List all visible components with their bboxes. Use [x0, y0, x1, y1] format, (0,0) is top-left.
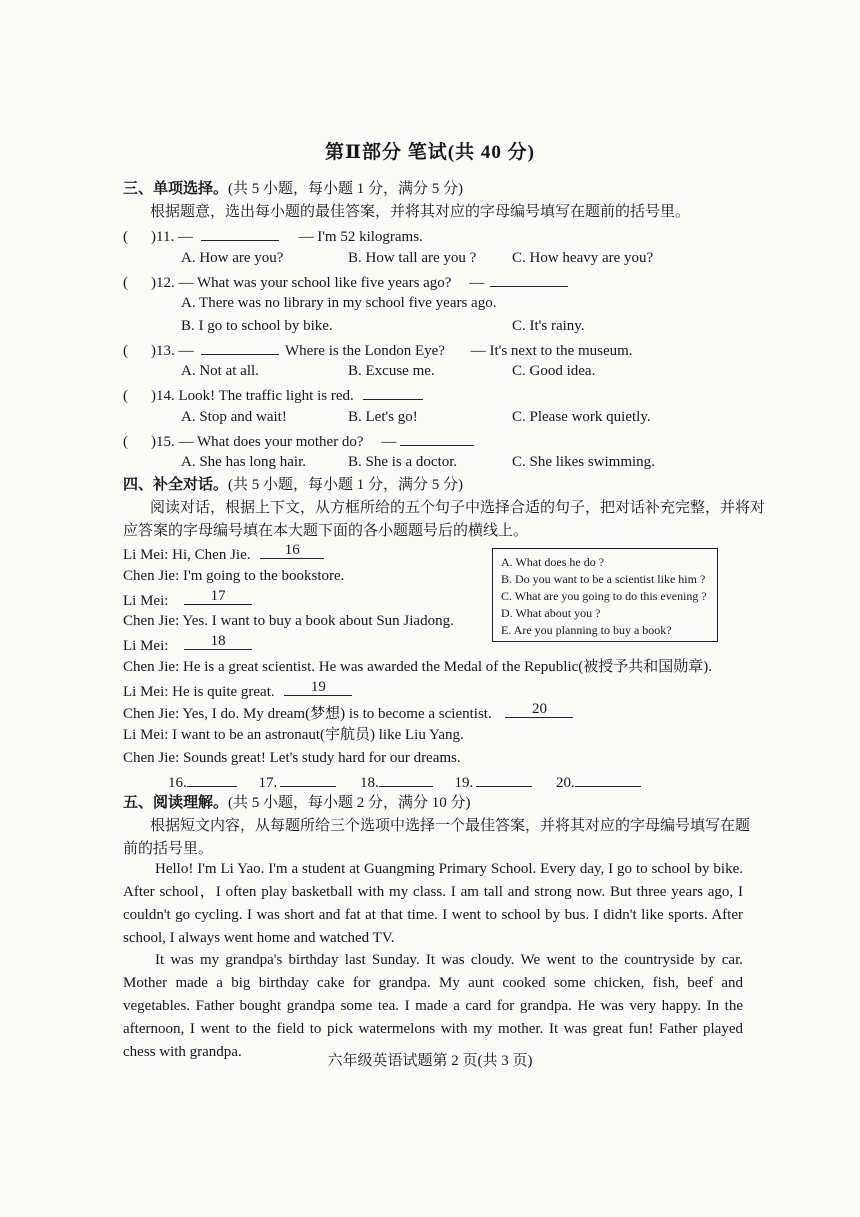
- question-tail: — It's next to the museum.: [470, 343, 633, 359]
- answer-blank[interactable]: [400, 431, 474, 446]
- option-11a: A. How are you?: [181, 250, 284, 266]
- dialogue-line: [123, 590, 252, 610]
- dialogue-blank[interactable]: [284, 681, 352, 696]
- answer-label: 19.: [454, 775, 474, 791]
- dialogue-text: Li Mei:: [123, 593, 169, 609]
- question-stem: )14. Look! The traffic light is red.: [151, 388, 354, 404]
- answer-paren: (: [123, 275, 128, 291]
- dialogue-line: Chen Jie: Sounds great! Let's study hard for our dreams.: [123, 750, 461, 766]
- page-footer: 六年级英语试题第 2 页(共 3 页): [327, 1053, 533, 1069]
- option-12a: A. There was no library in my school five years ago.: [181, 295, 497, 311]
- section-4-note: (共 5 小题，每小题 1 分，满分 5 分): [228, 477, 464, 493]
- question-mid: Where is the London Eye?: [285, 343, 445, 359]
- option-15b: B. She is a doctor.: [348, 454, 458, 470]
- section-5-instruction-2: 前的括号里。: [123, 841, 214, 857]
- dialogue-text: Li Mei: He is quite great.: [123, 684, 275, 700]
- answer-blank[interactable]: [187, 772, 237, 787]
- answer-blank[interactable]: [280, 772, 336, 787]
- question-13: [123, 340, 633, 360]
- answer-blank[interactable]: [575, 772, 641, 787]
- option-12c: C. It's rainy.: [512, 318, 585, 334]
- dialogue-line: [123, 635, 252, 655]
- dialogue-line: [123, 681, 352, 701]
- answer-label: 16.: [168, 775, 187, 791]
- section-5-title: 五、阅读理解。: [123, 795, 229, 811]
- option-12b: B. I go to school by bike.: [181, 318, 333, 334]
- dialogue-text: Li Mei: Hi, Chen Jie.: [123, 547, 251, 563]
- section-4-heading: [123, 476, 463, 494]
- answer-paren: (: [123, 229, 128, 245]
- question-12: [123, 272, 568, 292]
- dialogue-line: Chen Jie: Yes. I want to buy a book about Sun Jiadong.: [123, 613, 454, 629]
- question-stem: )13. —: [151, 343, 194, 359]
- question-stem: )11. —: [151, 229, 193, 245]
- dialogue-line: Chen Jie: He is a great scientist. He was awarded the Medal of the Republic(被授予共和国勋章).: [123, 659, 713, 675]
- option-13c: C. Good idea.: [512, 363, 596, 379]
- section-4-instruction-1: 阅读对话，根据上下文，从方框所给的五个句子中选择合适的句子，把对话补充完整，并将对: [150, 500, 766, 516]
- option-e: E. Are you planning to buy a book?: [501, 623, 672, 637]
- reading-paragraph-1: Hello! I'm Li Yao. I'm a student at Guangming Primary School. Every day, I go to school by bike. After school，I often play basketball with my class. I am tall and strong now. But three years ago, I couldn't go cycling. I was short and fat at that time. I went to school by bus. I didn't like sports. After school, I always went home and watched TV.: [123, 861, 743, 946]
- answer-blank[interactable]: [476, 772, 532, 787]
- reading-paragraph-2: It was my grandpa's birthday last Sunday. It was cloudy. We went to the countryside by car. Mother made a big birthday cake for grandpa. My aunt cooked some chicken, fish, beef and vegetables. Father bought grandpa some tea. I made a card for grandpa. He was very happy. In the afternoon, I went to the field to pick watermelons with my mother. It was great fun! Father played chess with grandpa.: [123, 952, 743, 1060]
- question-11: [123, 226, 423, 246]
- option-15a: A. She has long hair.: [181, 454, 306, 470]
- answer-blank[interactable]: [201, 226, 279, 241]
- answer-label: 17.: [258, 775, 278, 791]
- option-13b: B. Excuse me.: [348, 363, 435, 379]
- answer-label: 20.: [556, 775, 575, 791]
- question-stem: )12. — What was your school like five years ago?: [151, 275, 452, 291]
- section-5-note: (共 5 小题，每小题 2 分，满分 10 分): [228, 795, 471, 811]
- dialogue-text: Chen Jie: Yes, I do. My dream(梦想) is to become a scientist.: [123, 706, 492, 722]
- dialogue-blank[interactable]: [184, 590, 252, 605]
- question-14: [123, 385, 423, 405]
- option-11b: B. How tall are you ?: [348, 250, 477, 266]
- section-3-instruction: 根据题意，选出每小题的最佳答案，并将其对应的字母编号填写在题前的括号里。: [150, 204, 691, 220]
- option-14c: C. Please work quietly.: [512, 409, 651, 425]
- blank-number: 18: [210, 633, 226, 649]
- answer-paren: (: [123, 388, 128, 404]
- blank-number: 20: [531, 701, 547, 717]
- answer-blank[interactable]: [201, 340, 279, 355]
- section-3-note: (共 5 小题，每小题 1 分，满分 5 分): [228, 181, 464, 197]
- blank-number: 17: [210, 588, 226, 604]
- option-13a: A. Not at all.: [181, 363, 259, 379]
- dialogue-line: [123, 544, 324, 564]
- dialogue-blank[interactable]: [260, 544, 324, 559]
- option-15c: C. She likes swimming.: [512, 454, 655, 470]
- section-4-instruction-2: 应答案的字母编号填在本大题下面的各小题题号后的横线上。: [123, 523, 529, 539]
- option-14a: A. Stop and wait!: [181, 409, 287, 425]
- dialogue-line: Li Mei: I want to be an astronaut(宇航员) like Liu Yang.: [123, 727, 464, 743]
- option-b: B. Do you want to be a scientist like him ?: [501, 572, 706, 586]
- question-tail: —: [469, 275, 485, 291]
- option-11c: C. How heavy are you?: [512, 250, 654, 266]
- question-15: [123, 431, 474, 451]
- options-box: [492, 548, 718, 642]
- answer-blank[interactable]: [379, 772, 433, 787]
- answer-blank[interactable]: [490, 272, 568, 287]
- section-3-heading: [123, 180, 463, 198]
- dialogue-blank[interactable]: [505, 703, 573, 718]
- option-d: D. What about you ?: [501, 606, 601, 620]
- blank-number: 19: [310, 679, 326, 695]
- answer-row: [168, 772, 641, 792]
- answer-blank[interactable]: [363, 385, 423, 400]
- section-3-title: 三、单项选择。: [123, 181, 229, 197]
- page-title: 第Ⅱ部分 笔试(共 40 分): [325, 142, 535, 163]
- answer-label: 18.: [360, 775, 379, 791]
- question-tail: — I'm 52 kilograms.: [298, 229, 423, 245]
- section-5-instruction-1: 根据短文内容，从每题所给三个选项中选择一个最佳答案，并将其对应的字母编号填写在题: [150, 818, 751, 834]
- option-a: A. What does he do ?: [501, 555, 605, 569]
- dialogue-blank[interactable]: [184, 635, 252, 650]
- section-5-heading: [123, 794, 471, 812]
- answer-paren: (: [123, 434, 128, 450]
- section-4-title: 四、补全对话。: [123, 477, 229, 493]
- dialogue-text: Li Mei:: [123, 638, 169, 654]
- option-c: C. What are you going to do this evening ?: [501, 589, 707, 603]
- question-tail: —: [381, 434, 397, 450]
- dialogue-line: Chen Jie: I'm going to the bookstore.: [123, 568, 345, 584]
- option-14b: B. Let's go!: [348, 409, 418, 425]
- dialogue-line: [123, 703, 573, 723]
- blank-number: 16: [284, 542, 300, 558]
- answer-paren: (: [123, 343, 128, 359]
- question-stem: )15. — What does your mother do?: [151, 434, 364, 450]
